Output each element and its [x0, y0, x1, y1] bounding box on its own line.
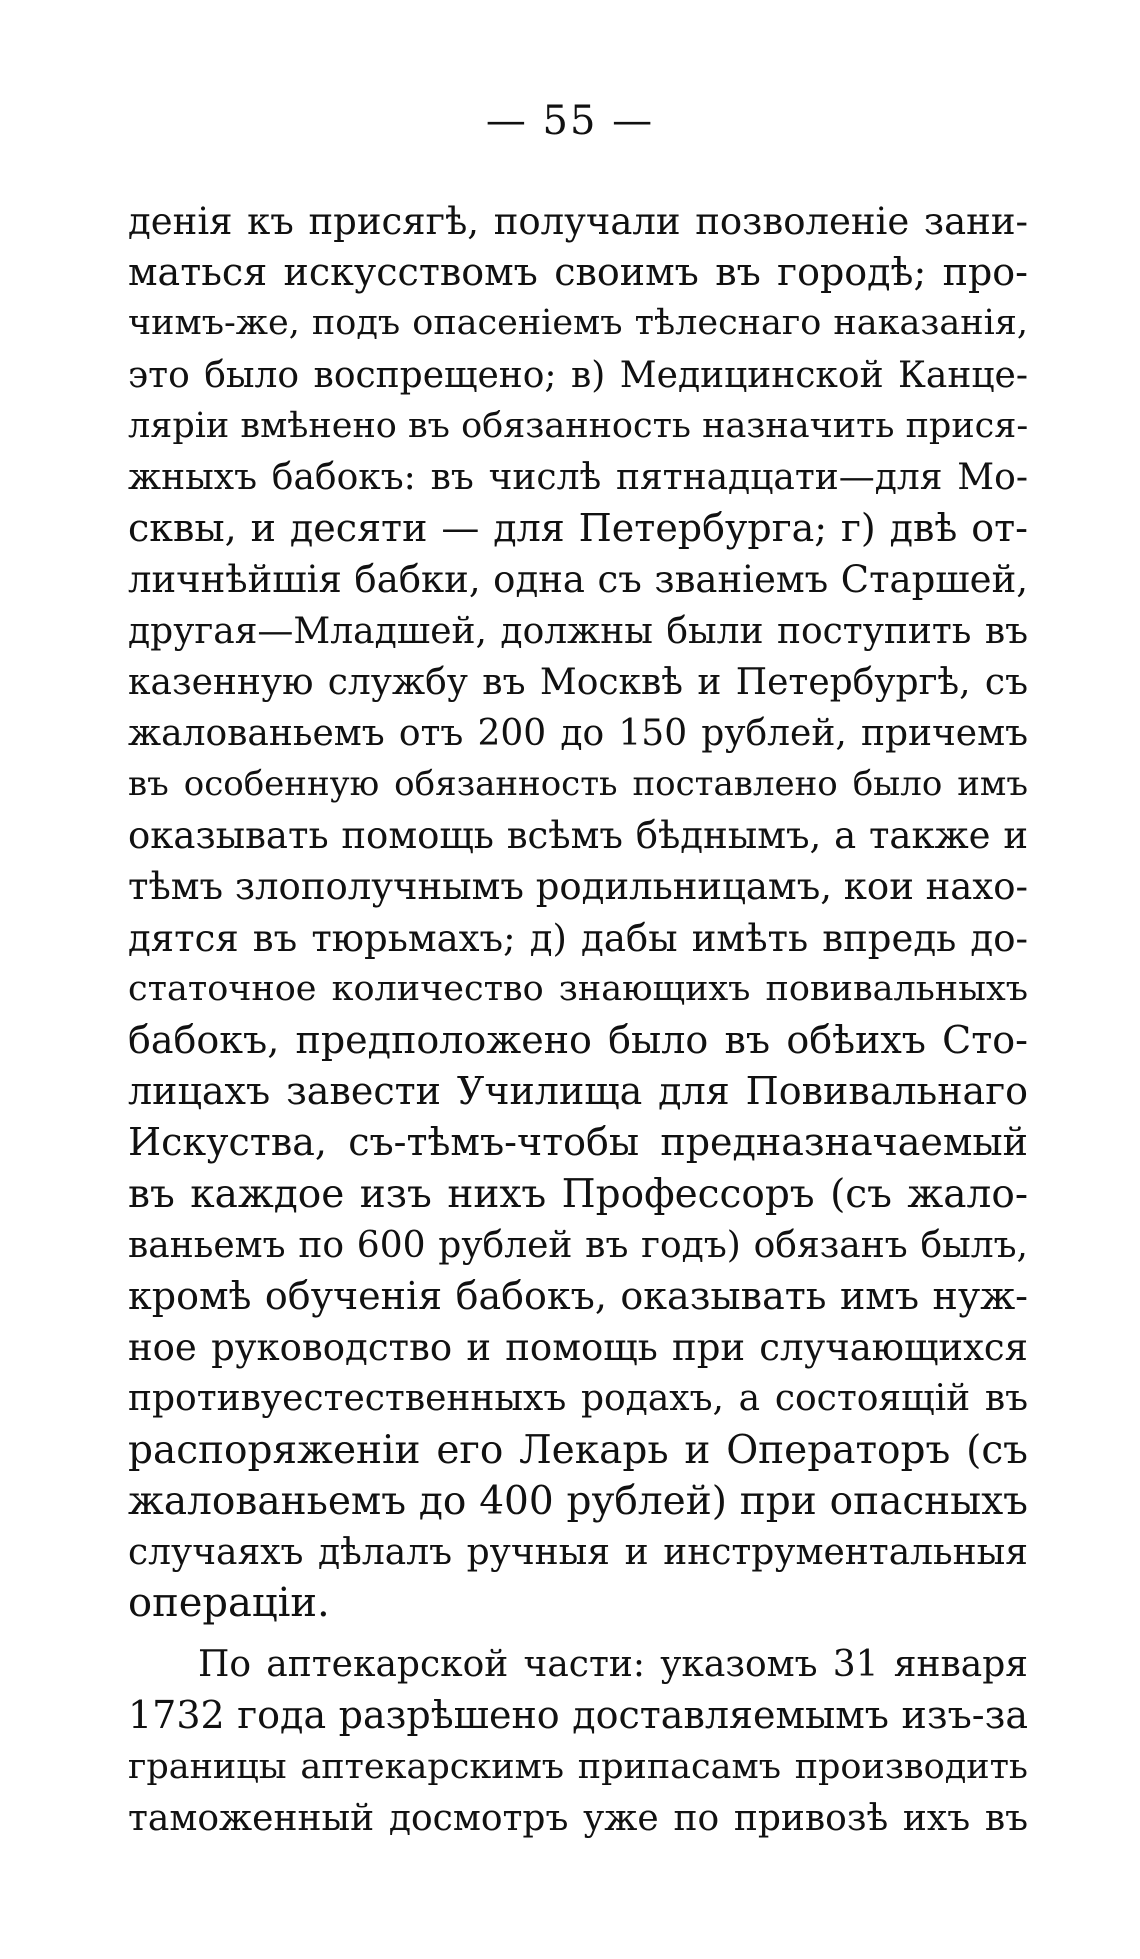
text-line: денія къ присягѣ, получали позволеніе зани- — [128, 200, 1028, 243]
text-line: Искуства, съ-тѣмъ-чтобы предназначаемый — [128, 1120, 1028, 1165]
text-line: случаяхъ дѣлалъ ручныя и инструментальныя — [128, 1531, 1028, 1573]
text-line: распоряженіи его Лекарь и Операторъ (съ — [128, 1427, 1028, 1473]
text-line: тѣмъ злополучнымъ родильницамъ, кои нахо- — [128, 865, 1028, 909]
text-line: ляріи вмѣнено въ обязанность назначить прися- — [128, 405, 1029, 446]
text-line: казенную службу въ Москвѣ и Петербургѣ, съ — [128, 661, 1028, 703]
text-line: это было воспрещено; в) Медицинской Канце- — [128, 354, 1028, 396]
text-line: кромѣ обученія бабокъ, оказывать имъ нуж- — [128, 1273, 1028, 1318]
text-line: въ каждое изъ нихъ Профессоръ (съ жало- — [128, 1171, 1028, 1217]
text-line: сквы, и десяти — для Петербурга; г) двѣ от- — [128, 506, 1028, 551]
text-line: статочное количество знающихъ повивальныхъ — [128, 968, 1028, 1009]
text-line: маться искусствомъ своимъ въ городѣ; про- — [128, 250, 1028, 295]
text-line: чимъ-же, подъ опасеніемъ тѣлеснаго наказанія, — [128, 303, 1028, 344]
text-line: противуестественныхъ родахъ, а состоящій въ — [128, 1378, 1028, 1420]
paragraph-gap — [128, 1629, 1028, 1639]
text-line: жалованьемъ до 400 рублей) при опасныхъ — [128, 1478, 1028, 1524]
text-line: другая—Младшей, должны были поступить въ — [128, 610, 1028, 652]
text-line: операціи. — [128, 1580, 330, 1627]
text-line: жныхъ бабокъ: въ числѣ пятнадцати—для Мо- — [128, 456, 1028, 498]
text-line: личнѣйшія бабки, одна съ званіемъ Старшей, — [128, 558, 1028, 602]
text-line: ное руководство и помощь при случающихся — [128, 1326, 1028, 1370]
text-line: дятся въ тюрьмахъ; д) дабы имѣть впредь до- — [128, 916, 1028, 960]
text-line: границы аптекарскимъ припасамъ производить — [128, 1746, 1028, 1787]
text-line: таможенный досмотръ уже по привозѣ ихъ въ — [128, 1797, 1028, 1839]
text-line: бабокъ, предположено было въ обѣихъ Сто- — [128, 1018, 1028, 1062]
text-line: лицахъ завести Училища для Повивальнаго — [128, 1069, 1028, 1114]
page-number: — 55 — — [485, 98, 655, 144]
text-line: ваньемъ по 600 рублей въ годъ) обязанъ былъ, — [128, 1224, 1028, 1266]
text-line: 1732 года разрѣшено доставляемымъ изъ-за — [128, 1693, 1028, 1738]
text-line: оказывать помощь всѣмъ бѣднымъ, а также и — [128, 814, 1028, 858]
text-line: По аптекарской части: указомъ 31 января — [198, 1644, 1028, 1686]
text-line: жалованьемъ отъ 200 до 150 рублей, причемъ — [128, 712, 1028, 754]
body-text — [128, 196, 1028, 1844]
text-line: въ особенную обязанность поставлено было имъ — [128, 764, 1028, 805]
